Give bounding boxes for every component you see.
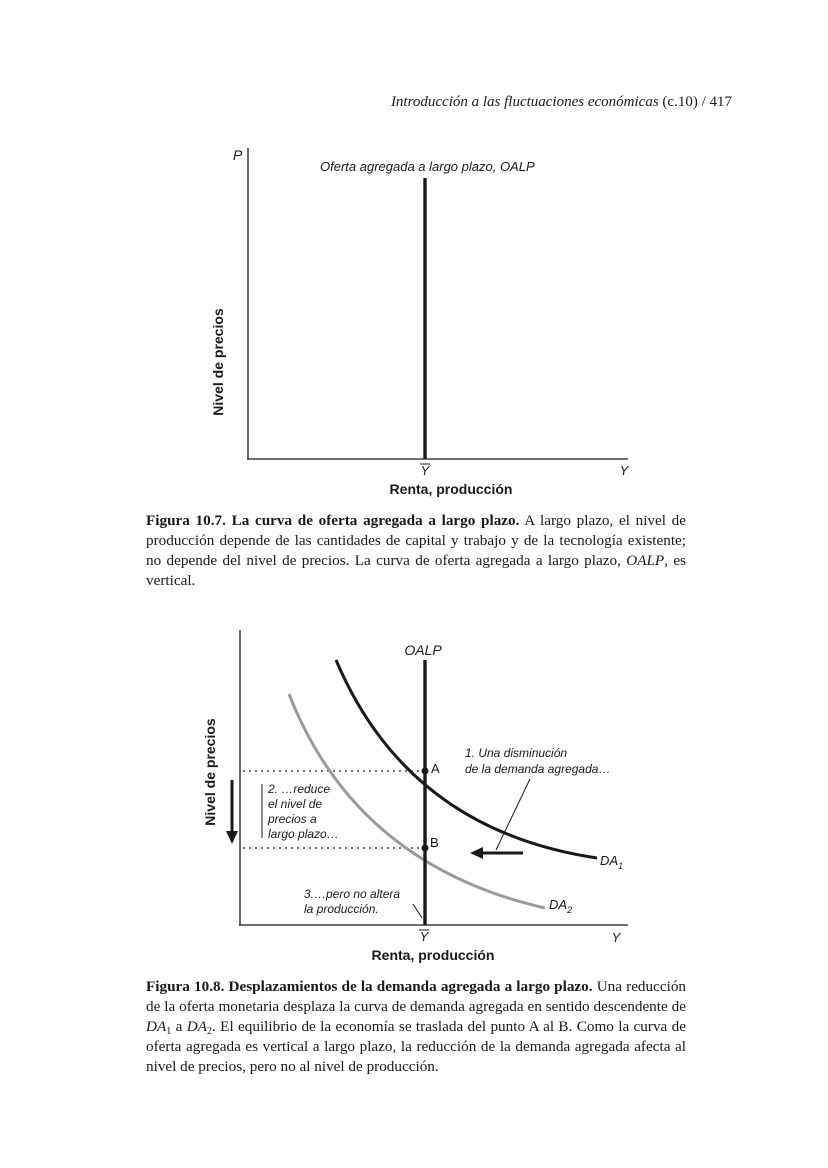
note3-line1: 3.…pero no altera — [304, 887, 401, 901]
note2-line1: 2. …reduce — [268, 782, 331, 796]
figure-10-8-diagram — [0, 620, 828, 970]
caption-da2-base: DA — [186, 1018, 207, 1035]
caption-da1-sub: 1 — [166, 1026, 172, 1037]
note2-line4: largo plazo… — [268, 827, 339, 841]
x-axis-label: Renta, producción — [371, 947, 495, 963]
figure-10-7-caption — [146, 511, 686, 591]
note3-pointer — [413, 904, 422, 918]
point-b-label: B — [430, 835, 439, 850]
note3-line2: la producción. — [304, 902, 379, 916]
caption-text-end: . El equilibrio de la economía se traslada del punto A al B. Como la curva de oferta agregada es vertical a largo plazo, la reducción de la demanda agregada afecta al nivel de precios, pero no al nivel de producción. — [146, 1018, 686, 1075]
caption-oalp: OALP — [626, 552, 665, 569]
oalp-curve-label: Oferta agregada a largo plazo, OALP — [320, 159, 535, 174]
caption-da2-sub: 2 — [207, 1026, 212, 1037]
da2-label-base: DA — [549, 897, 568, 912]
note2-line2: el nivel de — [268, 797, 323, 811]
shift-arrow-head — [470, 847, 483, 859]
caption-title: La curva de oferta agregada a largo plazo. — [231, 512, 520, 529]
oalp-label: OALP — [404, 642, 442, 658]
y-axis-label: Nivel de precios — [202, 718, 218, 826]
x-axis-symbol: Y — [619, 463, 629, 478]
da2-curve — [289, 694, 545, 908]
page-number: 417 — [709, 94, 732, 110]
caption-da1 — [146, 1018, 166, 1035]
chapter-ref: (c.10) — [662, 94, 698, 110]
figure-10-8-caption — [146, 977, 686, 1077]
da2-label — [549, 897, 572, 915]
da1-label — [600, 853, 623, 871]
running-header — [391, 94, 732, 111]
caption-text: A largo plazo, el nivel de producción depende de las cantidades de capital y trabajo y de la tecnología existente; no depende del nivel de precios. La curva de oferta agregada a largo plazo, — [146, 512, 686, 569]
figure-10-8 — [0, 620, 828, 970]
point-b-marker — [422, 845, 429, 852]
note1-line1: 1. Una disminución — [465, 746, 568, 760]
caption-da1-base: DA — [146, 1018, 167, 1035]
caption-text-end: , es vertical. — [146, 552, 686, 589]
note2-line3: precios a — [268, 812, 317, 826]
y-axis-symbol: P — [233, 147, 243, 163]
note1-line2: de la demanda agregada… — [465, 762, 611, 776]
figure-10-7-diagram — [0, 140, 828, 510]
y-axis-label: Nivel de precios — [210, 308, 226, 416]
ybar-label: Y — [419, 929, 429, 944]
header-separator: / — [701, 94, 706, 110]
caption-label: Figura 10.8. — [146, 978, 225, 995]
da2-label-sub: 2 — [567, 905, 573, 915]
caption-title: Desplazamientos de la demanda agregada a largo plazo. — [228, 978, 593, 995]
point-a-marker — [422, 768, 429, 775]
da1-label-base: DA — [600, 853, 619, 868]
running-title: Introducción a las fluctuaciones económicas — [390, 94, 659, 110]
caption-conn: a — [175, 1018, 183, 1035]
ybar-label: Y — [420, 463, 430, 478]
da1-label-sub: 1 — [618, 861, 624, 871]
x-axis-symbol: Y — [611, 930, 621, 945]
point-a-label: A — [431, 761, 440, 776]
x-axis-label: Renta, producción — [389, 481, 513, 497]
caption-label: Figura 10.7. — [146, 512, 226, 529]
figure-10-7 — [0, 140, 828, 510]
caption-text: Una reducción de la oferta monetaria desplaza la curva de demanda agregada en sentido descendente de — [146, 978, 687, 1015]
price-drop-arrow-head — [226, 831, 238, 844]
caption-da2 — [187, 1018, 207, 1035]
